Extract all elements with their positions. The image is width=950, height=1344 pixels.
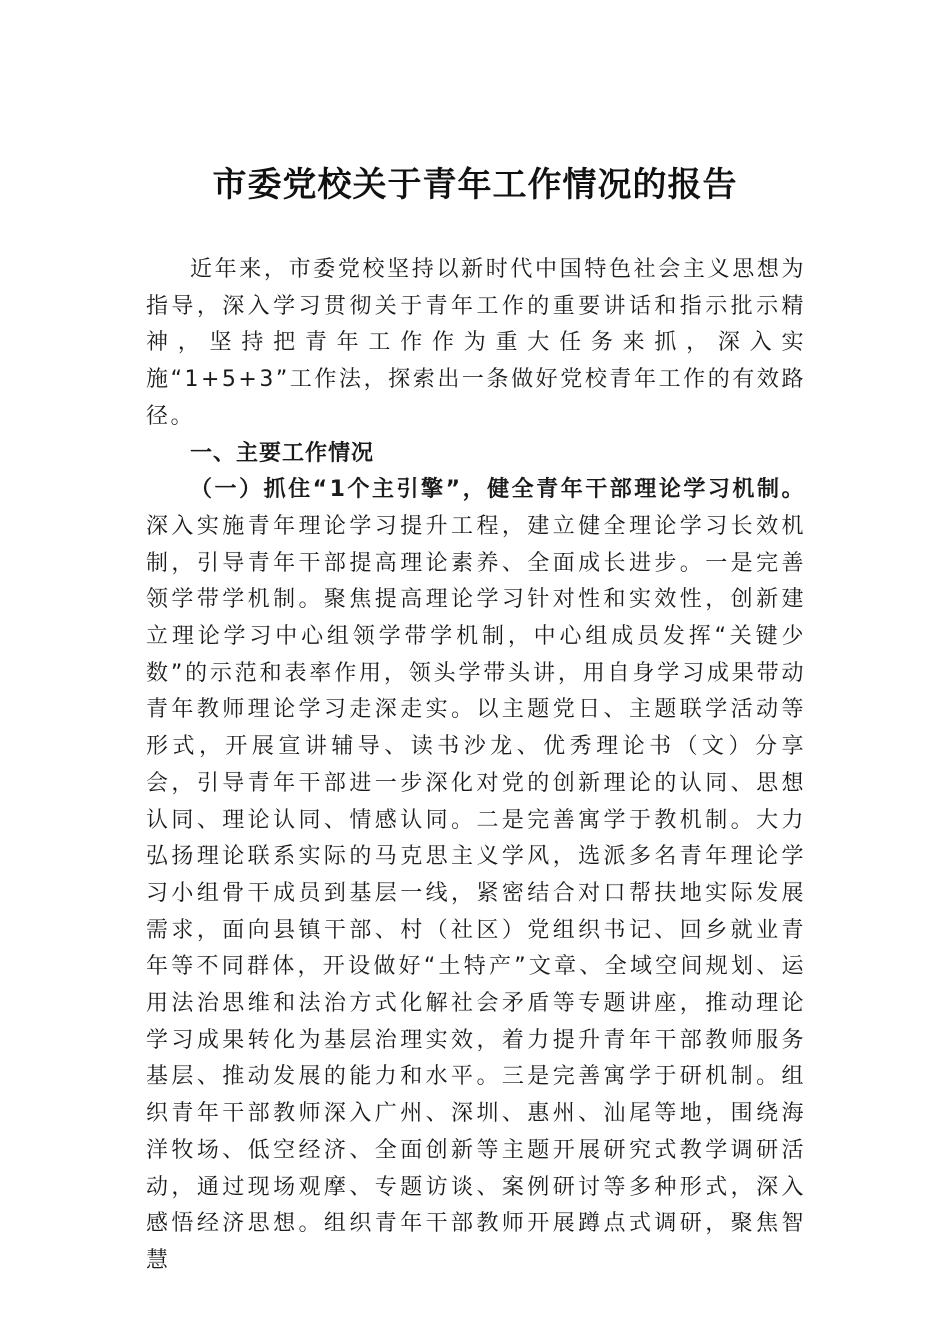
intro-paragraph: 近年来，市委党校坚持以新时代中国特色社会主义思想为指导，深入学习贯彻关于青年工作的重要讲话和指示批示精神，坚持把青年工作作为重大任务来抓，深入实施“1+5+3”工作法，探索出一条做好党校青年工作的有效路径。	[146, 257, 806, 429]
document-body	[146, 252, 806, 1280]
subsection-paragraph	[146, 472, 806, 1279]
subsection-body: 深入实施青年理论学习提升工程，建立健全理论学习长效机制，引导青年干部提高理论素养、全面成长进步。一是完善领学带学机制。聚焦提高理论学习针对性和实效性，创新建立理论学习中心组领学带学机制，中心组成员发挥“关键少数”的示范和表率作用，领头学带头讲，用自身学习成果带动青年教师理论学习走深走实。以主题党日、主题联学活动等形式，开展宣讲辅导、读书沙龙、优秀理论书（文）分享会，引导青年干部进一步深化对党的创新理论的认同、思想认同、理论认同、情感认同。二是完善寓学于教机制。大力弘扬理论联系实际的马克思主义学风，选派多名青年理论学习小组骨干成员到基层一线，紧密结合对口帮扶地实际发展需求，面向县镇干部、村（社区）党组织书记、回乡就业青年等不同群体，开设做好“土特产”文章、全域空间规划、运用法治思维和法治方式化解社会矛盾等专题讲座，推动理论学习成果转化为基层治理实效，着力提升青年干部教师服务基层、推动发展的能力和水平。三是完善寓学于研机制。组织青年干部教师深入广州、深圳、惠州、汕尾等地，围绕海洋牧场、低空经济、全面创新等主题开展研究式教学调研活动，通过现场观摩、专题访谈、案例研讨等多种形式，深入感悟经济思想。组织青年干部教师开展蹲点式调研，聚焦智慧	[146, 513, 806, 1273]
subsection-lead: （一）抓住“1个主引擎”，健全青年干部理论学习机制。	[190, 477, 806, 503]
section-heading: 一、主要工作情况	[190, 440, 375, 466]
document-title: 市委党校关于青年工作情况的报告	[212, 165, 738, 205]
